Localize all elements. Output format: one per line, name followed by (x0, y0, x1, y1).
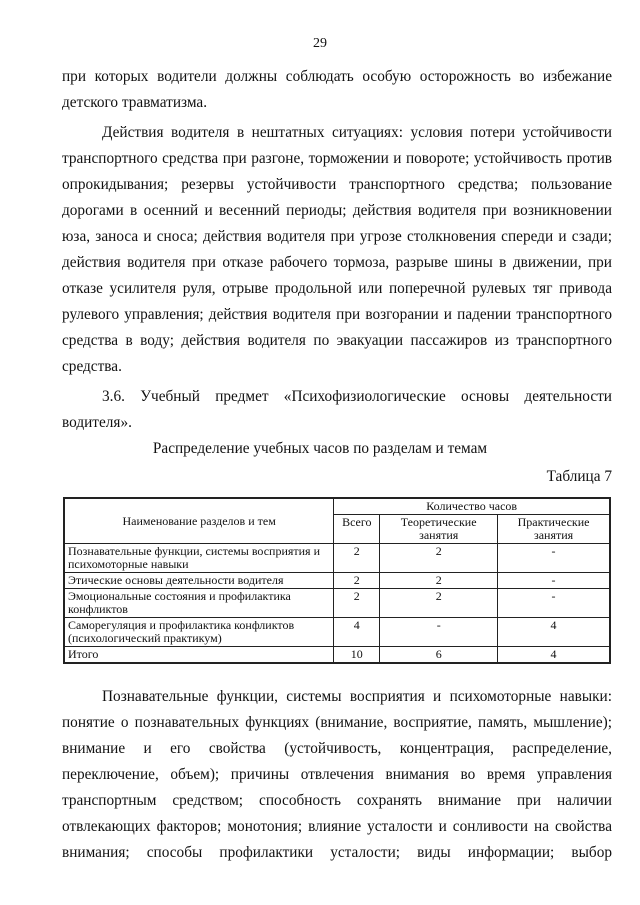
text-line: 3.6. Учебный предмет «Психофизиологические основы деятельности (102, 388, 612, 405)
row-total: 2 (334, 589, 380, 618)
table-header-row (65, 499, 610, 515)
text-line: переключение, объем); причины отвлечения внимания во время управления (62, 766, 612, 783)
text-line: отказе усилителя руля, отрыве продольной или поперечной рулевых тяг привода (62, 280, 612, 297)
text-line: рулевого управления; действия водителя при возгорании и падении транспортного (62, 306, 612, 323)
row-total: 10 (334, 647, 380, 663)
row-theory: 6 (380, 647, 498, 663)
text-line: детского травматизма. (62, 94, 208, 111)
row-theory: 2 (380, 544, 498, 573)
row-practice: - (498, 544, 610, 573)
hours-table (64, 498, 610, 663)
page-number: 29 (313, 36, 327, 51)
row-theory: - (380, 618, 498, 647)
header-hours: Количество часов (334, 499, 610, 515)
table-row (65, 618, 610, 647)
row-practice: 4 (498, 647, 610, 663)
row-name: Этические основы деятельности водителя (65, 573, 334, 589)
text-line: транспортным средством; способность сохранять внимание при наличии (62, 792, 612, 809)
text-line: Действия водителя в нештатных ситуациях: условия потери устойчивости (102, 124, 612, 141)
paragraph-2 (62, 120, 612, 380)
text-line: при которых водители должны соблюдать особую осторожность во избежание (62, 68, 612, 85)
table-label: Таблица 7 (546, 468, 612, 485)
row-practice: 4 (498, 618, 610, 647)
header-total: Всего (334, 515, 380, 544)
text-line: опрокидывания; резервы устойчивости транспортного средства; пользование (62, 176, 612, 193)
text-line: внимания; способы профилактики усталости; виды информации; выбор (62, 844, 612, 861)
row-practice: - (498, 573, 610, 589)
text-line: отвлекающих факторов; монотония; влияние усталости и сонливости на свойства (62, 818, 612, 835)
text-line: внимание и его свойства (устойчивость, концентрация, распределение, (62, 740, 612, 757)
row-name: Эмоциональные состояния и профилактика конфликтов (65, 589, 334, 618)
text-line: средства в воду; действия водителя по эвакуации пассажиров из транспортного (62, 332, 612, 349)
header-practice: Практические занятия (498, 515, 610, 544)
row-practice: - (498, 589, 610, 618)
header-theory: Теоретические занятия (380, 515, 498, 544)
table-caption: Распределение учебных часов по разделам и темам (152, 440, 488, 457)
text-line: Познавательные функции, системы восприятия и психомоторные навыки: (102, 688, 612, 705)
table-total-row (65, 647, 610, 663)
text-line: водителя». (62, 414, 132, 431)
section-heading (62, 384, 612, 436)
text-line: средства. (62, 358, 122, 375)
row-name: Познавательные функции, системы восприятия и психомоторные навыки (65, 544, 334, 573)
text-line: юза, заноса и сноса; действия водителя при угрозе столкновения спереди и сзади; (62, 228, 612, 245)
paragraph-4 (62, 684, 612, 866)
text-line: действия водителя при отказе рабочего тормоза, разрыве шины в движении, при (62, 254, 612, 271)
paragraph-1 (62, 64, 612, 116)
row-theory: 2 (380, 589, 498, 618)
header-name: Наименование разделов и тем (65, 499, 334, 544)
row-total: 2 (334, 573, 380, 589)
row-total: 2 (334, 544, 380, 573)
table-row (65, 589, 610, 618)
row-name: Саморегуляция и профилактика конфликтов (психологический практикум) (65, 618, 334, 647)
text-line: понятие о познавательных функциях (внимание, восприятие, память, мышление); (62, 714, 612, 731)
row-name: Итого (65, 647, 334, 663)
table-row (65, 573, 610, 589)
row-theory: 2 (380, 573, 498, 589)
row-total: 4 (334, 618, 380, 647)
table-row (65, 544, 610, 573)
text-line: дорогами в осенний и весенний периоды; действия водителя при возникновении (62, 202, 612, 219)
text-line: транспортного средства при разгоне, торможении и повороте; устойчивость против (62, 150, 612, 167)
